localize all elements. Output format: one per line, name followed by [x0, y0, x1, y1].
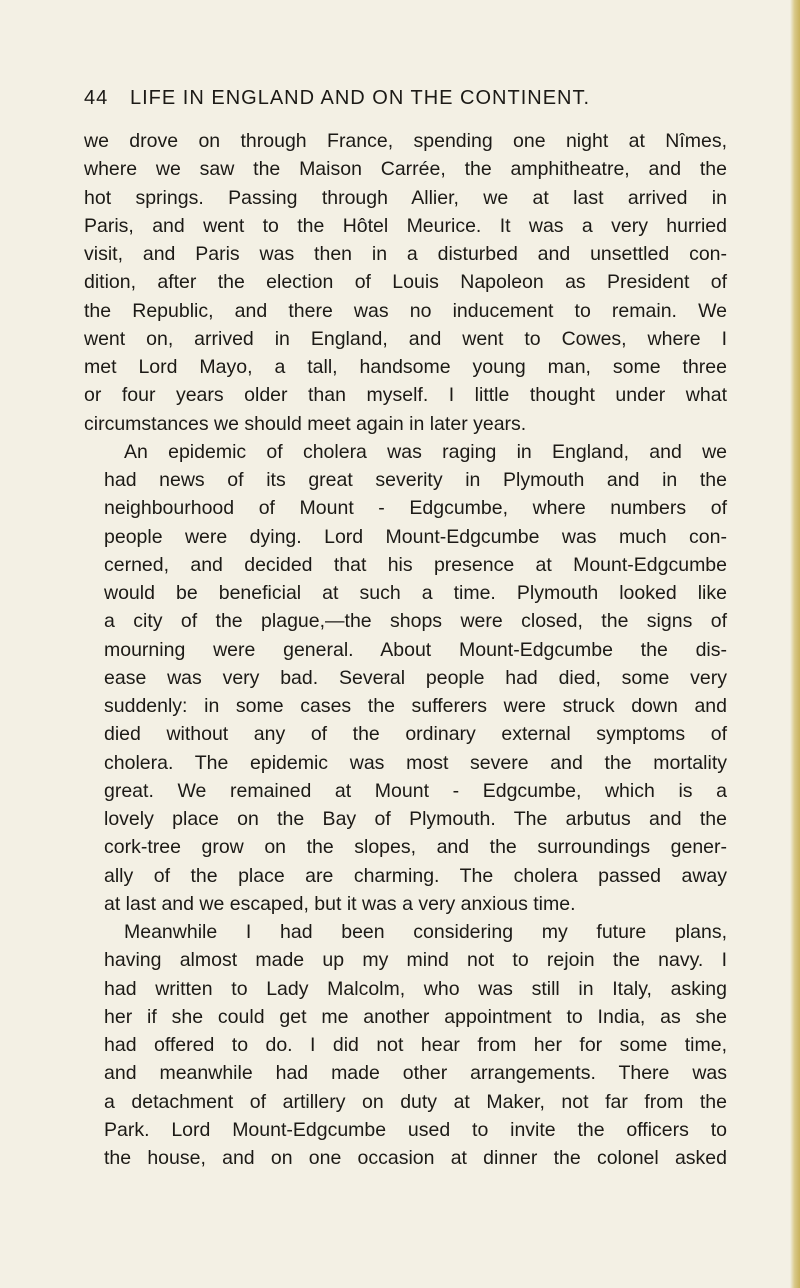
paragraph-3: [84, 918, 727, 1172]
page-edge-decoration: [790, 0, 800, 1288]
text-line: suddenly: in some cases the sufferers were struck down and: [104, 695, 727, 717]
text-line: where we saw the Maison Carrée, the amphitheatre, and the: [84, 158, 727, 181]
text-line: great. We remained at Mount - Edgcumbe, which is a: [104, 779, 727, 802]
text-line: a city of the plague,—the shops were closed, the signs of: [104, 610, 727, 633]
text-line: cerned, and decided that his presence at Mount-Edgcumbe: [104, 553, 727, 576]
text-line: An epidemic of cholera was raging in England, and we: [124, 440, 727, 463]
text-line: went on, arrived in England, and went to Cowes, where I: [84, 327, 727, 350]
text-line: died without any of the ordinary external symptoms of: [104, 723, 727, 746]
text-line: had news of its great severity in Plymouth and in the: [104, 469, 727, 491]
paragraph-2: [84, 438, 727, 918]
text-line: we drove on through France, spending one night at Nîmes,: [84, 130, 727, 152]
text-line: and meanwhile had made other arrangements. There was: [104, 1062, 727, 1085]
text-line: cork-tree grow on the slopes, and the surroundings gener-: [104, 836, 727, 859]
text-line: Park. Lord Mount-Edgcumbe used to invite the officers to: [104, 1118, 727, 1141]
text-line: mourning were general. About Mount-Edgcumbe the dis-: [104, 638, 727, 661]
text-line: had written to Lady Malcolm, who was still in Italy, asking: [104, 977, 727, 1000]
text-line: would be beneficial at such a time. Plymouth looked like: [104, 582, 727, 604]
text-line: lovely place on the Bay of Plymouth. The arbutus and the: [104, 808, 727, 830]
running-header: [84, 84, 704, 112]
text-line: dition, after the election of Louis Napoleon as President of: [84, 271, 727, 294]
text-line: visit, and Paris was then in a disturbed and unsettled con-: [84, 243, 727, 265]
text-line: had offered to do. I did not hear from her for some time,: [104, 1034, 727, 1056]
text-line: Paris, and went to the Hôtel Meurice. It was a very hurried: [84, 214, 727, 237]
text-line: at last and we escaped, but it was a very anxious time.: [104, 892, 576, 915]
text-line: the Republic, and there was no inducement to remain. We: [84, 299, 727, 322]
text-line: having almost made up my mind not to rejoin the navy. I: [104, 949, 727, 972]
text-line: circumstances we should meet again in later years.: [84, 412, 527, 435]
text-line: hot springs. Passing through Allier, we at last arrived in: [84, 186, 727, 209]
body-text: [84, 127, 727, 1172]
text-line: Meanwhile I had been considering my future plans,: [124, 921, 727, 943]
text-line: neighbourhood of Mount - Edgcumbe, where numbers of: [104, 497, 727, 520]
text-line: cholera. The epidemic was most severe and the mortality: [104, 751, 727, 774]
text-line: the house, and on one occasion at dinner the colonel asked: [104, 1147, 727, 1169]
text-line: or four years older than myself. I little thought under what: [84, 384, 727, 407]
text-line: met Lord Mayo, a tall, handsome young man, some three: [84, 356, 727, 378]
text-line: ease was very bad. Several people had died, some very: [104, 666, 727, 689]
page-number: 44: [84, 87, 109, 109]
text-line: ally of the place are charming. The cholera passed away: [104, 864, 727, 887]
paragraph-1: [84, 127, 727, 438]
text-line: her if she could get me another appointment to India, as she: [104, 1005, 727, 1028]
text-line: a detachment of artillery on duty at Maker, not far from the: [104, 1090, 727, 1113]
running-title: LIFE IN ENGLAND AND ON THE CONTINENT.: [130, 87, 591, 109]
text-line: people were dying. Lord Mount-Edgcumbe was much con-: [104, 525, 727, 548]
